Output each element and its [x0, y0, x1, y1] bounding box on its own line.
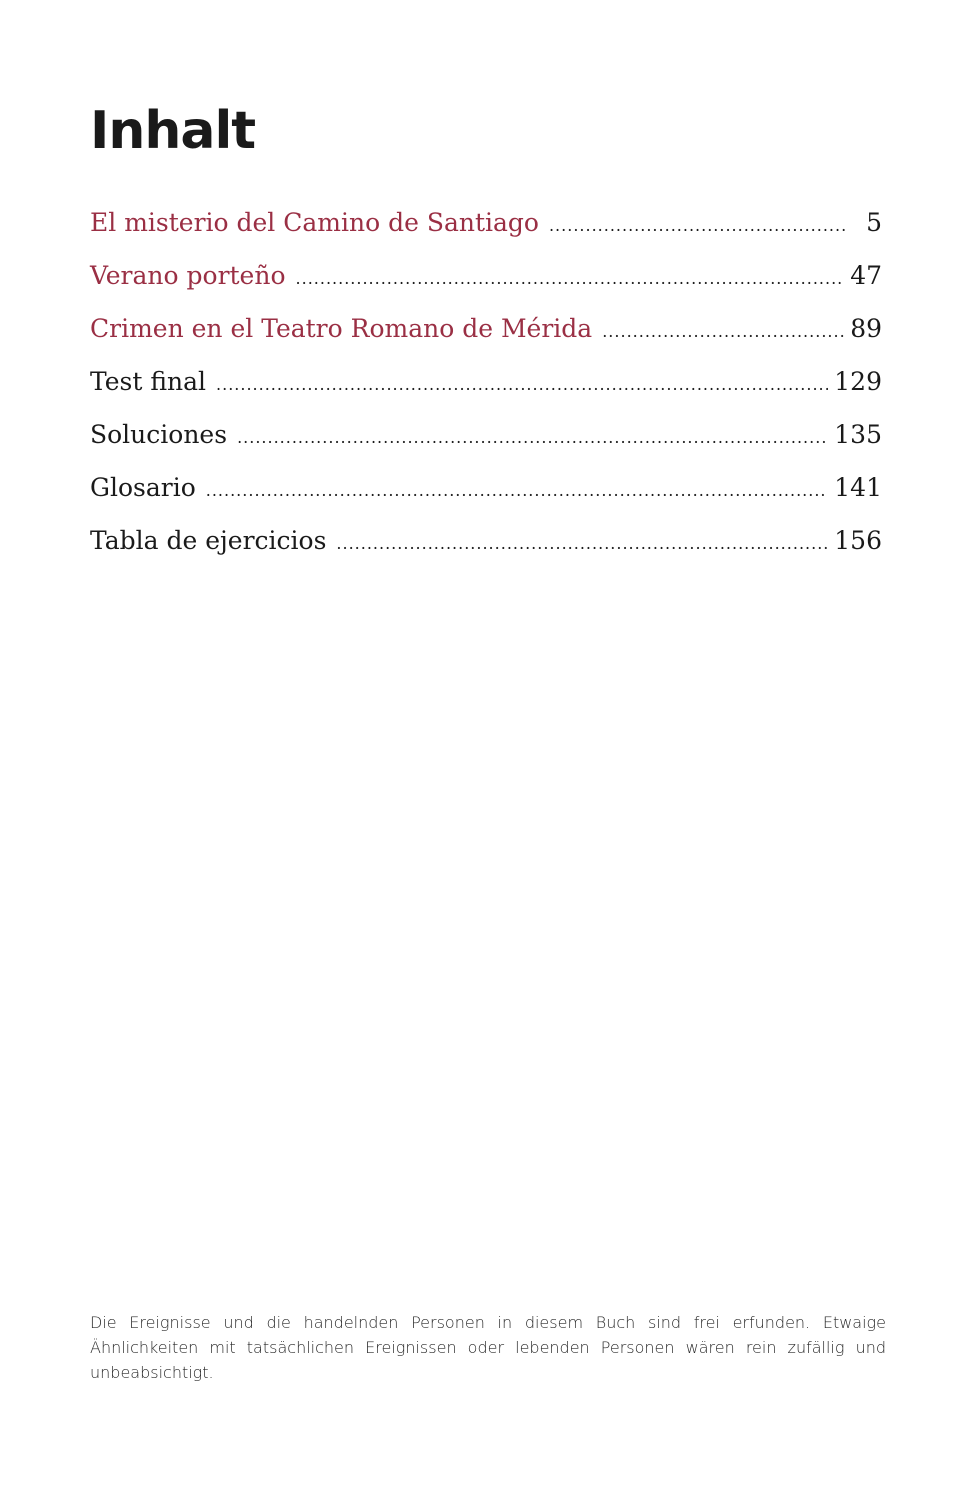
- toc-entry-page-number: 129: [834, 367, 882, 396]
- toc-entry-crimen-teatro-romano[interactable]: [90, 306, 882, 359]
- table-of-contents: [90, 200, 882, 571]
- toc-entry-title: Glosario: [90, 473, 196, 502]
- toc-leader-dots: [237, 415, 828, 461]
- toc-leader-dots: [296, 256, 845, 302]
- toc-entry-verano-porteno[interactable]: [90, 253, 882, 306]
- toc-entry-test-final[interactable]: [90, 359, 882, 412]
- toc-entry-page-number: 5: [866, 208, 882, 237]
- toc-leader-dots: [216, 362, 828, 408]
- toc-entry-title: Tabla de ejercicios: [90, 526, 327, 555]
- toc-entry-title: Verano porteño: [90, 261, 286, 290]
- toc-entry-camino-de-santiago[interactable]: [90, 200, 882, 253]
- toc-leader-dots: [549, 203, 848, 249]
- toc-entry-tabla-de-ejercicios[interactable]: [90, 518, 882, 571]
- toc-entry-page-number: 141: [834, 473, 882, 502]
- toc-entry-page-number: 135: [834, 420, 882, 449]
- toc-entry-title: Crimen en el Teatro Romano de Mérida: [90, 314, 593, 343]
- toc-entry-page-number: 47: [850, 261, 882, 290]
- toc-leader-dots: [206, 468, 829, 514]
- toc-entry-page-number: 89: [850, 314, 882, 343]
- toc-entry-glosario[interactable]: [90, 465, 882, 518]
- toc-leader-dots: [336, 521, 828, 567]
- toc-leader-dots: [602, 309, 844, 355]
- toc-entry-title: El misterio del Camino de Santiago: [90, 208, 539, 237]
- toc-entry-title: Soluciones: [90, 420, 228, 449]
- disclaimer-text: Die Ereignisse und die handelnden Personen in diesem Buch sind frei erfunden. Etwaige Ähnlichkeiten mit tatsächlichen Ereignissen oder lebenden Personen wären rein zufällig und unbeabsichtigt.: [90, 1313, 886, 1382]
- toc-entry-soluciones[interactable]: [90, 412, 882, 465]
- toc-entry-title: Test final: [90, 367, 207, 396]
- toc-entry-page-number: 156: [834, 526, 882, 555]
- page-title: Inhalt: [90, 101, 256, 161]
